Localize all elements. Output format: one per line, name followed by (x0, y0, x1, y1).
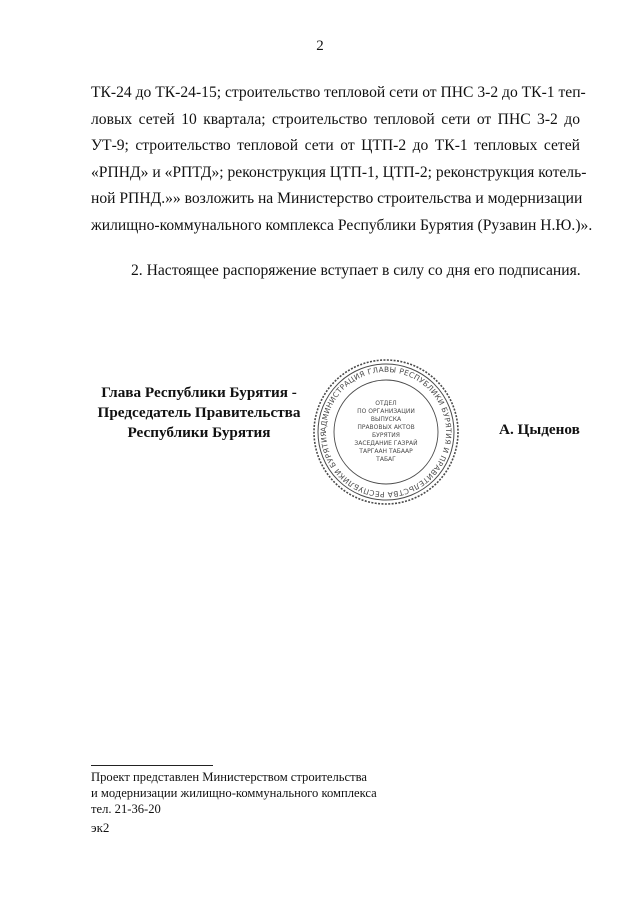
page-number: 2 (316, 38, 324, 54)
seal-center-line: ПРАВОВЫХ АКТОВ (357, 424, 415, 431)
seal-center-line: ТАРГААН ТАБААР (359, 448, 413, 455)
signer-title-line: Глава Республики Бурятия - (101, 384, 297, 401)
seal-center-line: ПО ОРГАНИЗАЦИИ (357, 408, 415, 415)
seal-outer-text: АДМИНИСТРАЦИЯ ГЛАВЫ РЕСПУБЛИКИ БУРЯТИЯ И ПРАВИТЕЛЬСТВА РЕСПУБЛИКИ БУРЯТИЯ (318, 364, 454, 500)
footnote (91, 769, 377, 817)
document-code: эк2 (91, 820, 110, 835)
signer-name: А. Цыденов (499, 421, 580, 438)
footnote-line: и модернизации жилищно-коммунального комплекса (91, 786, 377, 800)
body-line: ловых сетей 10 квартала; строительство тепловой сети от ПНС 3-2 до (91, 110, 580, 128)
body-line: «РПНД» и «РПТД»; реконструкция ЦТП-1, ЦТП-2; реконструкция котель- (91, 163, 587, 181)
official-seal (311, 357, 461, 507)
clause-2: 2. Настоящее распоряжение вступает в силу со дня его подписания. (131, 262, 581, 279)
signer-title (84, 383, 314, 443)
signer-title-line: Республики Бурятия (127, 424, 271, 441)
seal-center-line: ВЫПУСКА (370, 416, 402, 423)
seal-center-line: ТАБАГ (376, 456, 396, 463)
body-line: жилищно-коммунального комплекса Республики Бурятия (Рузавин Н.Ю.)». (91, 216, 593, 234)
footnote-line: тел. 21-36-20 (91, 802, 161, 816)
footnote-divider (91, 765, 213, 766)
footnote-line: Проект представлен Министерством строительства (91, 770, 367, 784)
seal-center-line: ОТДЕЛ (375, 400, 397, 407)
body-line: ТК-24 до ТК-24-15; строительство тепловой сети от ПНС 3-2 до ТК-1 теп- (91, 84, 586, 101)
body-line: УТ-9; строительство тепловой сети от ЦТП-2 до ТК-1 тепловых сетей (91, 137, 580, 154)
signer-title-line: Председатель Правительства (97, 404, 301, 421)
seal-center-line: ЗАСЕДАНИЕ ГАЗРАЙ (354, 440, 418, 447)
body-line: ной РПНД.»» возложить на Министерство строительства и модернизации (91, 190, 583, 207)
body-paragraph (91, 80, 593, 239)
seal-center-line: БУРЯТИЯ (372, 432, 400, 439)
